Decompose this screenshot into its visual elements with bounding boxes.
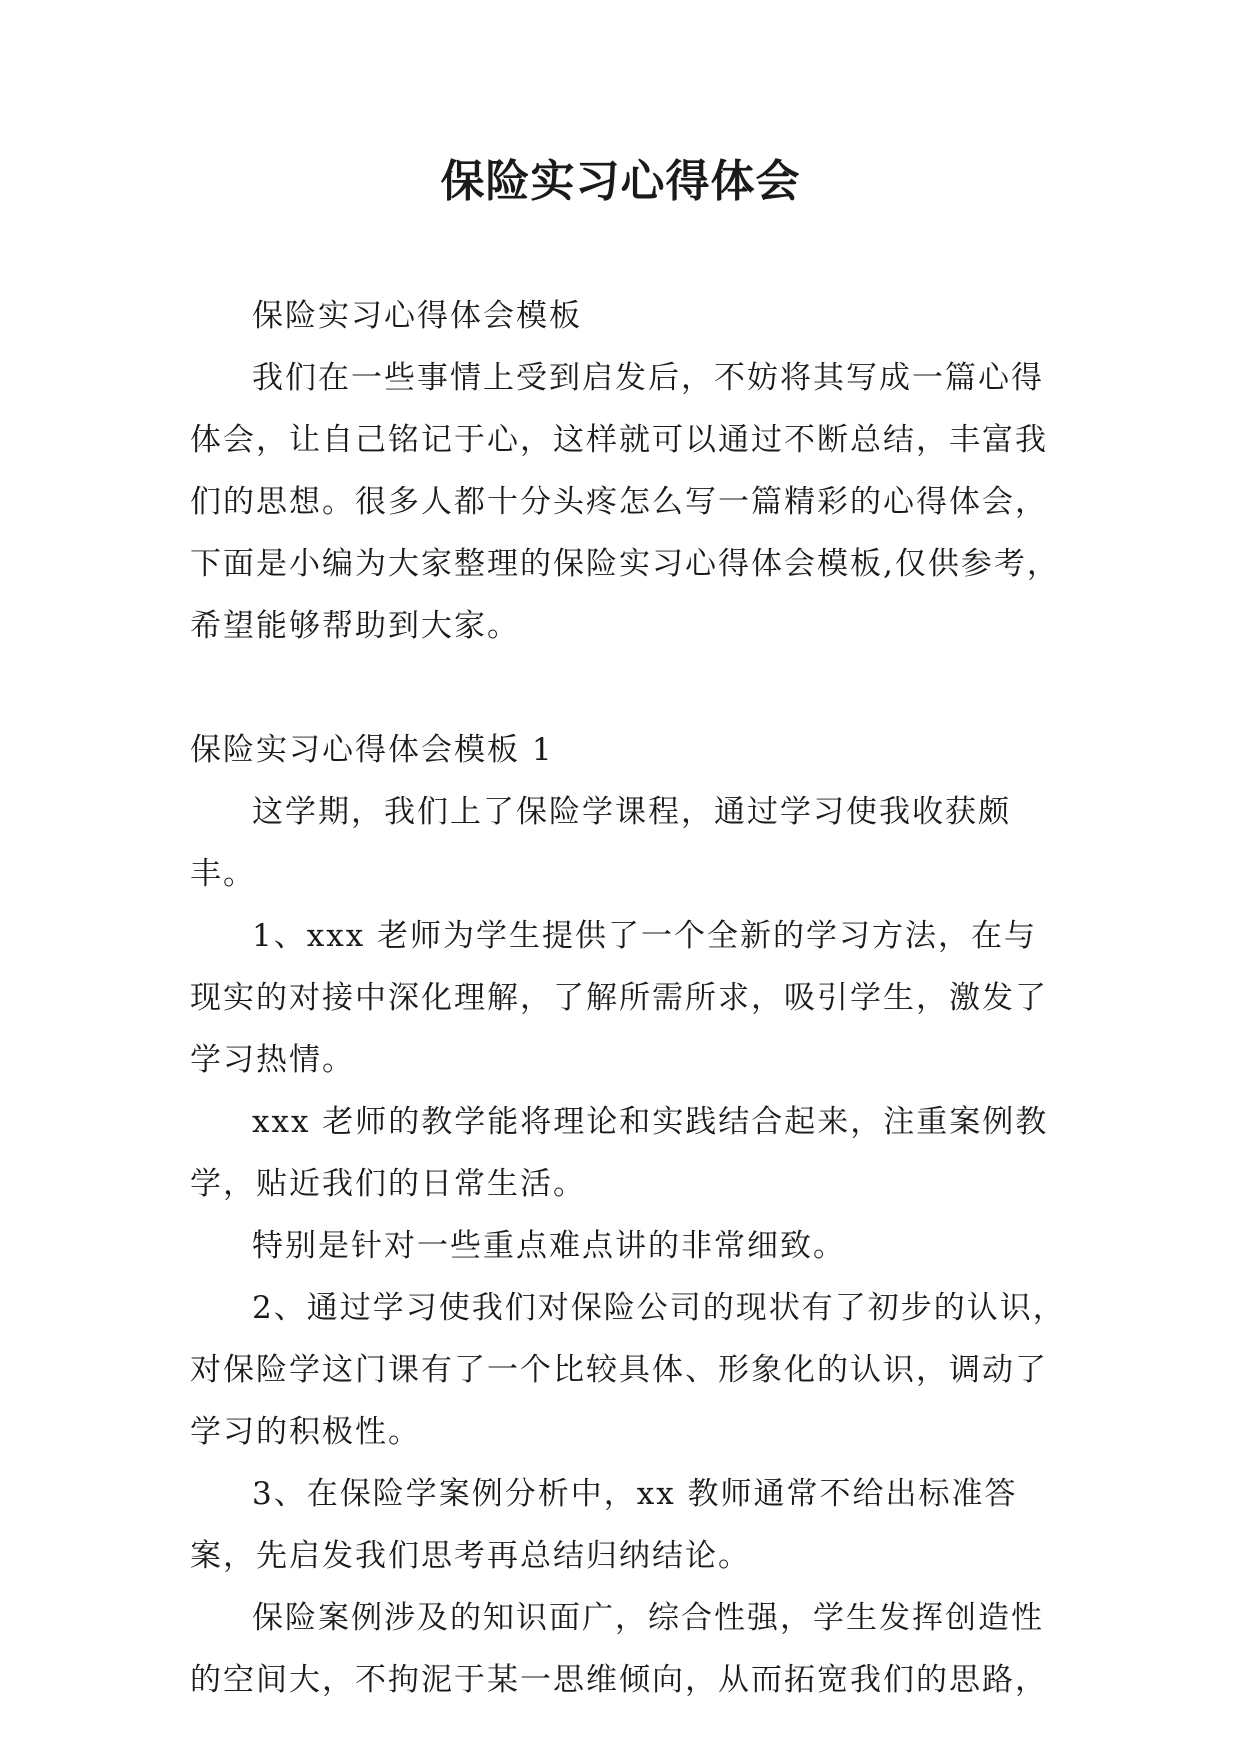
subtitle-paragraph: 保险实习心得体会模板	[252, 298, 582, 334]
body-paragraph: 2、通过学习使我们对保险公司的现状有了初步的认识，对保险学这门课有了一个比较具体、形象化的认识，调动了学习的积极性。	[190, 1290, 1066, 1450]
body-paragraph: 保险案例涉及的知识面广，综合性强，学生发挥创造性的空间大，不拘泥于某一思维倾向，从而拓宽我们的思路，	[190, 1600, 1048, 1698]
intro-paragraph: 我们在一些事情上受到启发后，不妨将其写成一篇心得体会，让自己铭记于心，这样就可以通过不断总结，丰富我们的思想。很多人都十分头疼怎么写一篇精彩的心得体会，下面是小编为大家整理的保险实习心得体会模板,仅供参考，希望能够帮助到大家。	[190, 360, 1060, 644]
document-body	[190, 285, 1070, 1711]
section-heading: 保险实习心得体会模板 1	[190, 732, 554, 768]
document-title: 保险实习心得体会	[440, 156, 801, 207]
body-paragraph: xxx 老师的教学能将理论和实践结合起来，注重案例教学，贴近我们的日常生活。	[190, 1104, 1049, 1202]
body-paragraph: 1、xxx 老师为学生提供了一个全新的学习方法，在与现实的对接中深化理解，了解所需所求，吸引学生，激发了学习热情。	[190, 918, 1048, 1078]
body-paragraph: 这学期，我们上了保险学课程，通过学习使我收获颇丰。	[190, 794, 1011, 892]
body-paragraph: 特别是针对一些重点难点讲的非常细致。	[252, 1228, 846, 1264]
body-paragraph: 3、在保险学案例分析中，xx 教师通常不给出标准答案，先启发我们思考再总结归纳结论。	[190, 1476, 1018, 1574]
paragraph-gap	[190, 657, 1070, 719]
